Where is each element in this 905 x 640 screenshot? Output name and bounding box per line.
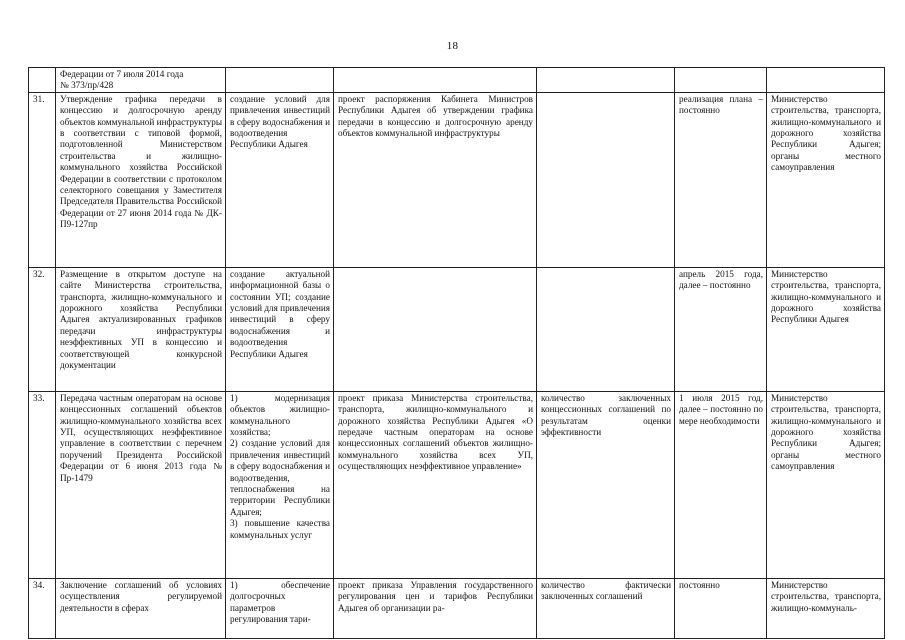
measure-text: Федерации от 7 июля 2014 года № 373/пр/428 xyxy=(60,69,184,91)
document-cell xyxy=(334,267,537,391)
row-number: 33. xyxy=(29,391,56,578)
document-text: проект распоряжения Кабинета Министров Республики Адыгея об утверждении графика передачи в концессию и долгосрочную аренду объектов коммунальной инфраструктуры xyxy=(338,93,533,139)
deadline-text: апрель 2015 года, далее – постоянно xyxy=(679,268,763,291)
goal-text: создание условий для привлечения инвестиций в сферу водоснабжения и водоотведения Республики Адыгея xyxy=(230,93,330,150)
goal-cell xyxy=(226,578,334,638)
responsible-text: Министерство строительства, транспорта, жилищно-коммунального и дорожного хозяйства Республики Адыгея xyxy=(771,268,881,325)
indicator-cell xyxy=(537,391,675,578)
responsible-cell xyxy=(767,267,885,391)
goal-text: 1) обеспечение долгосрочных параметров регулирования тари- xyxy=(230,579,330,625)
goal-text: 1) модернизация объектов жилищно-коммунального хозяйства; 2) создание условий для привлечения инвестиций в сферу водоснабжения и водоотведения, теплоснабжения на территории Республики Адыгея; 3) повышение качества коммунальных услуг xyxy=(230,392,330,540)
measure-cell xyxy=(56,68,226,93)
table-row xyxy=(29,267,885,391)
page-number: 18 xyxy=(446,40,459,52)
responsible-text: Министерство строительства, транспорта, жилищно-коммунального и дорожного хозяйства Республики Адыгея; органы местного самоуправления xyxy=(771,93,881,173)
responsible-cell xyxy=(767,68,885,93)
table-row xyxy=(29,391,885,578)
responsible-cell xyxy=(767,391,885,578)
responsible-text: Министерство строительства, транспорта, жилищно-коммунального и дорожного хозяйства Республики Адыгея; органы местного самоуправления xyxy=(771,392,881,472)
row-number: 34. xyxy=(29,578,56,638)
document-cell xyxy=(334,92,537,267)
measure-cell xyxy=(56,578,226,638)
row-number xyxy=(29,68,56,93)
deadline-cell xyxy=(675,267,767,391)
goal-text: создание актуальной информационной базы о состоянии УП; создание условий для привлечения инвестиций в сферу водоснабжения и водоотведения Республики Адыгея xyxy=(230,268,330,359)
document-cell xyxy=(334,68,537,93)
measure-text: Передача частным операторам на основе концессионных соглашений объектов жилищно-коммунального хозяйства всех УП, осуществляющих неэффективное управление в соответствии с перечнем поручений Президента Российской Федерации от 6 июня 2013 года № Пр-1479 xyxy=(60,392,222,483)
goal-cell xyxy=(226,68,334,93)
goal-cell xyxy=(226,267,334,391)
indicator-text: количество фактически заключенных соглашений xyxy=(541,579,671,602)
measure-text: Утверждение графика передачи в концессию и долгосрочную аренду объектов коммунальной инфраструктуры в соответствии с типовой формой, подготовленной Министерством строительства и жилищно-коммунального хозяйства Российской Федерации в соответствии с протоколом селекторного совещания у Заместителя Председателя Правительства Российской Федерации от 27 июня 2014 года № ДК-П9-127пр xyxy=(60,93,222,230)
deadline-text: реализация плана – постоянно xyxy=(679,93,763,116)
table-row xyxy=(29,578,885,638)
table-row xyxy=(29,92,885,267)
indicator-cell xyxy=(537,267,675,391)
indicator-cell xyxy=(537,92,675,267)
measures-table xyxy=(28,67,885,639)
document-cell xyxy=(334,391,537,578)
document-cell xyxy=(334,578,537,638)
measure-cell xyxy=(56,92,226,267)
deadline-cell xyxy=(675,92,767,267)
row-number: 32. xyxy=(29,267,56,391)
measure-cell xyxy=(56,267,226,391)
deadline-cell xyxy=(675,391,767,578)
indicator-cell xyxy=(537,578,675,638)
responsible-text: Министерство строительства, транспорта, жилищно-коммуналь- xyxy=(771,579,881,613)
deadline-cell xyxy=(675,68,767,93)
goal-cell xyxy=(226,391,334,578)
document-text: проект приказа Министерства строительства, транспорта, жилищно-коммунального и дорожного хозяйства Республики Адыгея «О передаче частным операторам на основе концессионных соглашений объектов жилищно-коммунального хозяйства всех УП, осуществляющих неэффективное управление» xyxy=(338,392,533,472)
measure-text: Заключение соглашений об условиях осуществления регулируемой деятельности в сферах xyxy=(60,579,222,613)
deadline-text: 1 июля 2015 год, далее – постоянно по мере необходимости xyxy=(679,392,763,426)
document-text: проект приказа Управления государственного регулирования цен и тарифов Республики Адыгея об организации ра- xyxy=(338,579,533,613)
responsible-cell xyxy=(767,578,885,638)
row-number: 31. xyxy=(29,92,56,267)
responsible-cell xyxy=(767,92,885,267)
indicator-cell xyxy=(537,68,675,93)
indicator-text: количество заключенных концессионных соглашений по результатам оценки эффективности xyxy=(541,392,671,438)
measure-text: Размещение в открытом доступе на сайте Министерства строительства, транспорта, жилищно-коммунального и дорожного хозяйства Республики Адыгея актуализированных графиков передачи инфраструктуры неэффективных УП в концессию и соответствующей конкурсной документации xyxy=(60,268,222,371)
measure-cell xyxy=(56,391,226,578)
table-row xyxy=(29,68,885,93)
deadline-text: постоянно xyxy=(679,579,720,590)
goal-cell xyxy=(226,92,334,267)
deadline-cell xyxy=(675,578,767,638)
